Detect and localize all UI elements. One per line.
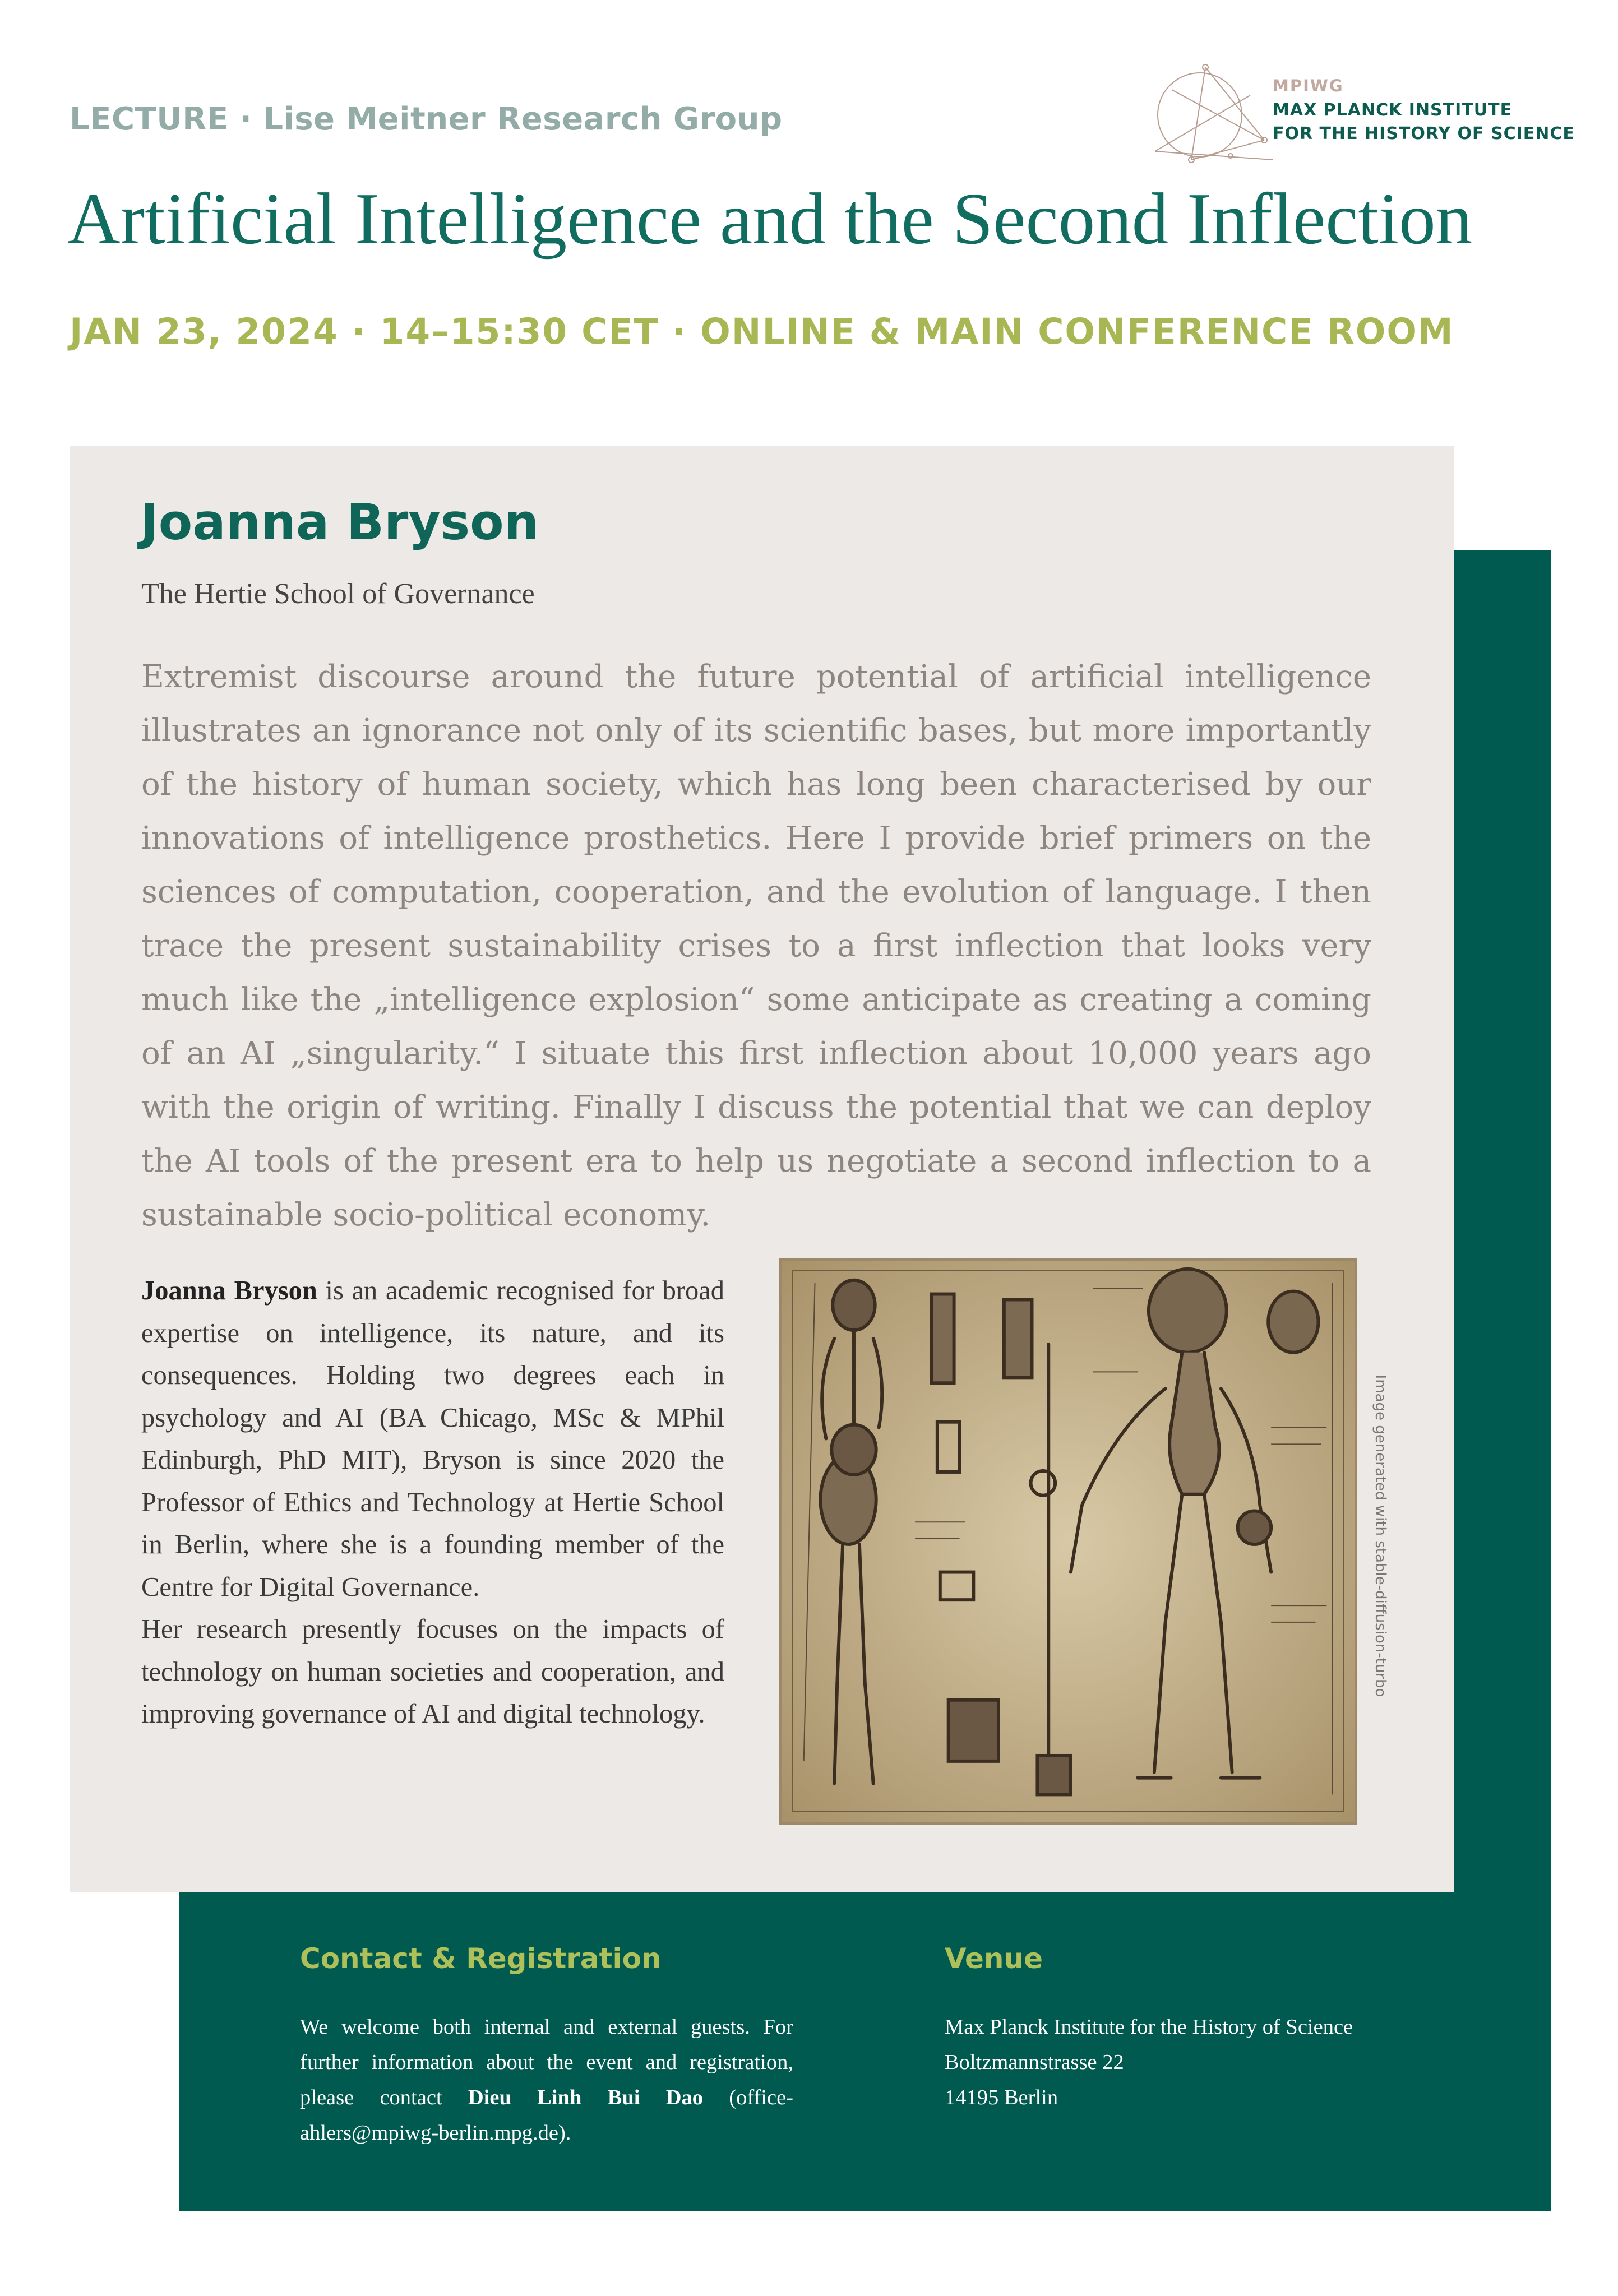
mpiwg-logo-icon <box>1138 56 1284 168</box>
contact-heading: Contact & Registration <box>300 1942 662 1975</box>
contact-email: (office-ahlers@mpiwg-berlin.mpg.de). <box>300 2086 793 2145</box>
institute-name-line2: FOR THE HISTORY OF SCIENCE <box>1273 124 1575 144</box>
bio-paragraph-1-text: is an academic recognised for broad expertise on intelligence, its nature, and its consequences. Holding two degrees each in psychology and AI (BA Chicago, MSc & MPhil Edinburgh, PhD MIT), Bryson is since 2020 the Professor of Ethics and Technology at Hertie School in Berlin, where she is a founding member of the Centre for Digital Governance. <box>141 1276 724 1602</box>
event-title: Artificial Intelligence and the Second Inflection <box>67 178 1473 260</box>
venue-address <box>945 2010 1353 2116</box>
green-accent-block <box>1449 550 1551 1899</box>
series-label: LECTURE · Lise Meitner Research Group <box>70 101 783 137</box>
institute-name-line1: MAX PLANCK INSTITUTE <box>1273 100 1513 120</box>
contact-text-intro: We welcome both internal and external guests. For further information about the event and registration, please contact <box>300 2015 793 2109</box>
venue-line-1: Max Planck Institute for the History of Science <box>945 2015 1353 2039</box>
institute-abbreviation: MPIWG <box>1273 76 1344 95</box>
bio-speaker-name: Joanna Bryson <box>141 1276 317 1306</box>
venue-line-3: 14195 Berlin <box>945 2086 1058 2109</box>
venue-heading: Venue <box>945 1942 1043 1975</box>
image-credit-text: Image generated with stable-diffusion-turbo <box>1372 1374 1389 1697</box>
speaker-bio <box>141 1270 724 1735</box>
venue-line-2: Boltzmannstrasse 22 <box>945 2050 1124 2074</box>
institute-name <box>1273 99 1575 146</box>
contact-text <box>300 2010 793 2151</box>
speaker-name: Joanna Bryson <box>140 493 539 551</box>
event-date-time-location: JAN 23, 2024 · 14–15:30 CET · ONLINE & MAIN CONFERENCE ROOM <box>70 311 1454 352</box>
bio-paragraph-1 <box>141 1270 724 1608</box>
contact-person: Dieu Linh Bui Dao <box>468 2086 704 2109</box>
speaker-affiliation: The Hertie School of Governance <box>141 578 535 610</box>
robot-anatomy-illustration <box>779 1258 1357 1825</box>
bio-paragraph-2: Her research presently focuses on the impacts of technology on human societies and cooperation, and improving governance of AI and digital technology. <box>141 1614 724 1729</box>
lecture-abstract: Extremist discourse around the future potential of artificial intelligence illustrates an ignorance not only of its scientific bases, but more importantly of the history of human society, which has long been characterised by our innovations of intelligence prosthetics. Here I provide brief primers on the sciences of computation, cooperation, and the evolution of language. I then trace the present sustainability crises to a first inflection that looks very much like the „intelligence explosion“ some anticipate as creating a coming of an AI „singularity.“ I situate this first inflection about 10,000 years ago with the origin of writing. Finally I discuss the potential that we can deploy the AI tools of the present era to help us negotiate a second inflection to a sustainable socio-political economy. <box>141 659 1371 1233</box>
